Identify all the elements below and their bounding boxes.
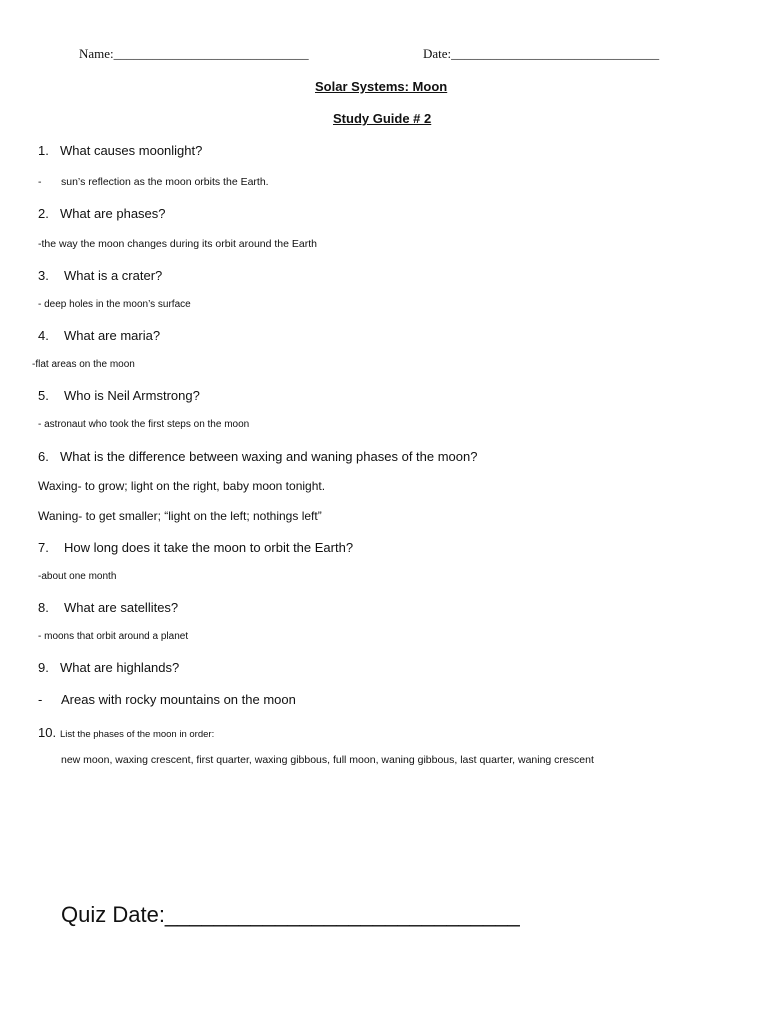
question-6	[38, 450, 477, 463]
answer-10-phases-list: new moon, waxing crescent, first quarter, waxing gibbous, full moon, waning gibbous, last quarter, waning crescent	[61, 754, 594, 766]
question-2	[38, 207, 166, 220]
answer-7: -about one month	[38, 571, 117, 582]
question-text: What are maria?	[64, 328, 161, 343]
answer-4: -flat areas on the moon	[32, 359, 135, 370]
question-7	[38, 541, 353, 554]
answer-5: - astronaut who took the first steps on the moon	[38, 419, 250, 430]
question-text: What are phases?	[60, 206, 166, 221]
question-text: How long does it take the moon to orbit the Earth?	[64, 540, 354, 555]
question-5	[38, 389, 200, 402]
question-number: 2.	[38, 206, 49, 221]
quiz-date-field[interactable]: Quiz Date:_____________________________	[61, 902, 520, 927]
question-10	[38, 725, 214, 741]
answer-3: - deep holes in the moon’s surface	[38, 299, 191, 310]
question-number: 9.	[38, 660, 49, 675]
question-text: List the phases of the moon in order:	[60, 729, 215, 740]
answer-9-bullet: -	[38, 692, 43, 707]
question-text: What is the difference between waxing and waning phases of the moon?	[60, 449, 478, 464]
page-subtitle: Study Guide # 2	[333, 111, 432, 126]
answer-8: - moons that orbit around a planet	[38, 631, 189, 642]
question-number: 7.	[38, 540, 49, 555]
date-field[interactable]: Date:________________________________	[423, 46, 660, 61]
answer-6-waning: Waning- to get smaller; “light on the left; nothings left”	[38, 509, 322, 523]
question-text: What are highlands?	[60, 660, 180, 675]
name-field[interactable]: Name:______________________________	[79, 46, 309, 61]
question-number: 6.	[38, 449, 49, 464]
answer-9: Areas with rocky mountains on the moon	[61, 692, 296, 707]
question-number: 8.	[38, 600, 49, 615]
question-4	[38, 329, 160, 342]
page-title: Solar Systems: Moon	[315, 79, 448, 94]
question-3	[38, 269, 162, 282]
question-9	[38, 661, 179, 674]
answer-1: sun’s reflection as the moon orbits the Earth.	[61, 176, 269, 188]
question-number: 4.	[38, 328, 49, 343]
question-text: What is a crater?	[64, 268, 163, 283]
question-8	[38, 601, 178, 614]
question-number: 10.	[38, 725, 57, 740]
question-number: 5.	[38, 388, 49, 403]
question-text: What causes moonlight?	[60, 143, 203, 158]
answer-2: -the way the moon changes during its orbit around the Earth	[38, 238, 317, 250]
question-1	[38, 144, 202, 157]
question-number: 3.	[38, 268, 49, 283]
answer-6-waxing: Waxing- to grow; light on the right, baby moon tonight.	[38, 479, 326, 493]
question-number: 1.	[38, 143, 49, 158]
answer-1-bullet: -	[38, 176, 42, 188]
question-text: Who is Neil Armstrong?	[64, 388, 200, 403]
question-text: What are satellites?	[64, 600, 179, 615]
